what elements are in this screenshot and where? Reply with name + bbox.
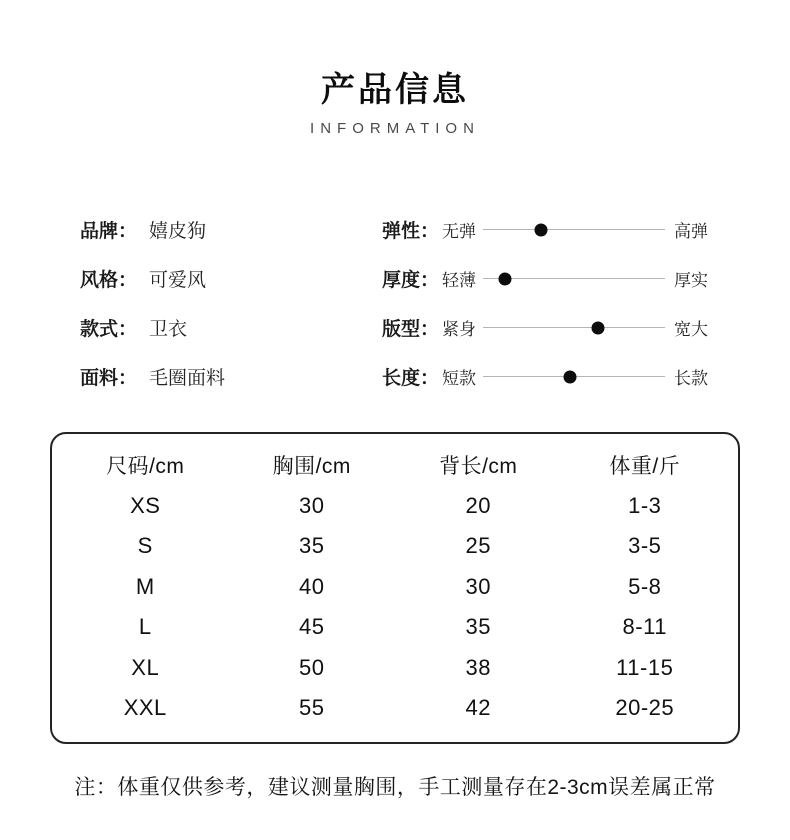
table-cell: 1-3: [628, 492, 662, 518]
attribute-row-type: [80, 303, 330, 352]
slider-dot: [535, 223, 548, 236]
slider-row-thickness: [382, 254, 712, 303]
slider-track: [483, 376, 665, 377]
slider-row-length: [382, 352, 712, 401]
table-cell: 35: [465, 614, 491, 640]
table-cell: 11-15: [616, 654, 674, 680]
note-text: 注：体重仅供参考，建议测量胸围，手工测量存在2-3cm误差属正常: [74, 775, 716, 799]
slider-dot: [564, 370, 577, 383]
table-cell: 45: [299, 614, 325, 640]
table-cell: 55: [299, 695, 325, 721]
slider-label: 弹性：: [382, 221, 440, 242]
table-cell: 30: [299, 492, 325, 518]
slider-track: [483, 327, 665, 328]
table-row: [62, 526, 728, 567]
sliders-column: [382, 205, 712, 401]
product-info-header: [0, 0, 790, 137]
header-cell-chest: 胸围/cm: [272, 455, 351, 479]
table-cell: 50: [299, 654, 325, 680]
page-subtitle: INFORMATION: [310, 120, 480, 137]
table-cell: 25: [465, 533, 491, 559]
table-cell: S: [137, 533, 153, 559]
slider-max-label: 高弹: [674, 222, 709, 241]
slider-dot: [591, 321, 604, 334]
table-row: [62, 688, 728, 729]
table-cell: 20-25: [615, 695, 675, 721]
slider-dot: [498, 272, 511, 285]
attribute-label: 风格：: [80, 270, 138, 291]
slider-label: 厚度：: [382, 270, 440, 291]
table-cell: 8-11: [622, 614, 667, 640]
slider-max-label: 长款: [674, 369, 709, 388]
table-row: [62, 486, 728, 527]
attribute-label: 款式：: [80, 319, 138, 340]
attribute-value: 卫衣: [149, 319, 188, 340]
page-title: 产品信息: [321, 71, 469, 109]
info-section: [0, 205, 790, 401]
table-cell: 42: [465, 695, 491, 721]
header-cell-weight: 体重/斤: [609, 455, 681, 479]
table-cell: 35: [299, 533, 325, 559]
slider-max-label: 厚实: [674, 271, 709, 290]
slider-row-elasticity: [382, 205, 712, 254]
table-cell: XL: [131, 654, 160, 680]
table-row: [62, 607, 728, 648]
table-row: [62, 648, 728, 689]
table-cell: XS: [130, 492, 161, 518]
attribute-value: 可爱风: [149, 270, 207, 291]
slider-label: 版型：: [382, 319, 440, 340]
attribute-label: 面料：: [80, 368, 138, 389]
table-row: [62, 567, 728, 608]
table-header-row: [62, 445, 728, 486]
attribute-row-fabric: [80, 352, 330, 401]
table-cell: 3-5: [628, 533, 662, 559]
slider-min-label: 无弹: [442, 222, 477, 241]
slider-min-label: 轻薄: [442, 271, 477, 290]
table-cell: L: [138, 614, 152, 640]
table-cell: 30: [465, 573, 491, 599]
size-table: [50, 432, 740, 744]
table-cell: 20: [465, 492, 491, 518]
slider-track: [483, 229, 665, 230]
header-cell-back-length: 背长/cm: [439, 455, 518, 479]
table-cell: M: [135, 573, 155, 599]
slider-min-label: 紧身: [442, 320, 477, 339]
slider-track: [483, 278, 665, 279]
attribute-value: 嬉皮狗: [149, 221, 207, 242]
attribute-row-brand: [80, 205, 330, 254]
slider-label: 长度：: [382, 368, 440, 389]
table-cell: 40: [299, 573, 325, 599]
table-cell: 5-8: [628, 573, 662, 599]
attributes-column: [80, 205, 330, 401]
table-cell: 38: [465, 654, 491, 680]
attribute-label: 品牌：: [80, 221, 138, 242]
attribute-value: 毛圈面料: [149, 368, 226, 389]
table-cell: XXL: [123, 695, 167, 721]
slider-max-label: 宽大: [674, 320, 709, 339]
slider-row-fit: [382, 303, 712, 352]
slider-min-label: 短款: [442, 369, 477, 388]
header-cell-size: 尺码/cm: [106, 455, 185, 479]
attribute-row-style: [80, 254, 330, 303]
